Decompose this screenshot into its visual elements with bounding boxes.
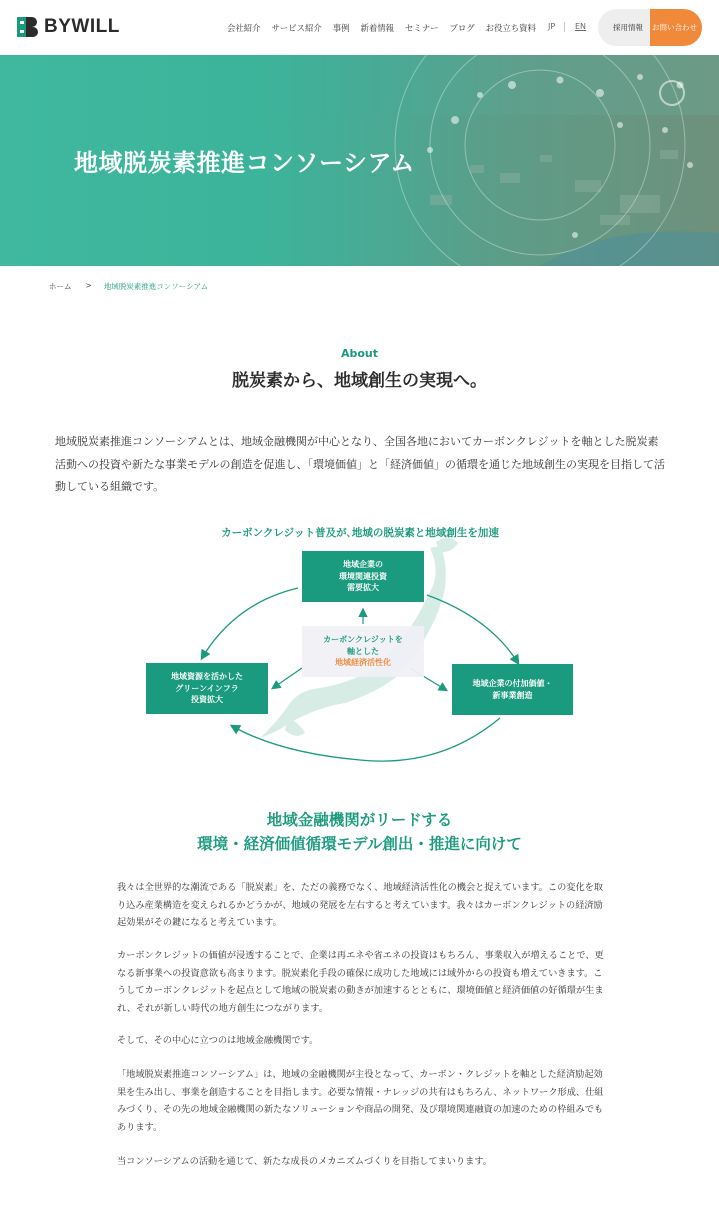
box-line: グリーンインフラ (175, 683, 239, 693)
body-paragraph-4: 「地域脱炭素推進コンソーシアム」は、地域の金融機関が主役となって、カーボン・クレジットを軸とした経済励起効果を生み出し、事業を創造することを目指します。必要な情報・ナレッジの共有はもちろん、ネットワーク形成、仕組みづくり、その先の地域金融機関の新たなソリューションや商品の開発、及び環境関連融資の加速のための枠組みでもあります。 (117, 1069, 604, 1133)
about-heading: 脱炭素から、地域創生の実現へ。 (232, 371, 487, 391)
body-paragraph-5: 当コンソーシアムの活動を通じて、新たな成長のメカニズムづくりを目指してまいります。 (117, 1156, 492, 1167)
center-accent-text: 地域経済活性化 (335, 658, 391, 668)
box-line: 地域企業の (343, 560, 383, 570)
lang-divider (564, 22, 565, 32)
breadcrumb-current: 地域脱炭素推進コンソーシアム (103, 282, 209, 291)
diagram-box-green-infra (146, 663, 268, 714)
body-paragraph-3: そして、その中心に立つのは地域金融機関です。 (117, 1035, 319, 1046)
nav-item-news[interactable]: 新着情報 (360, 23, 394, 33)
body-paragraph-2: カーボンクレジットの価値が浸透することで、企業は再エネや省エネの投資はもちろん、事業収入が増えることで、更なる新事業への投資意欲も高まります。脱炭素化手段の確保に成功した地域には域外からの投資も増えていきます。こうしてカーボンクレジットを起点として地域の脱炭素の動きが加速するとともに、環境価値と経済価値の好循環が生まれ、それが新しい時代の地方創生につながります。 (117, 950, 604, 1014)
nav-item-services[interactable]: サービス紹介 (271, 23, 322, 33)
contact-button[interactable]: お問い合わせ (650, 9, 702, 46)
main-nav (227, 22, 547, 34)
nav-item-company[interactable]: 会社紹介 (227, 23, 261, 33)
cycle-diagram (140, 518, 580, 768)
nav-item-resources[interactable]: お役立ち資料 (485, 23, 536, 33)
box-line: 地域資源を活かした (171, 672, 243, 682)
box-line: カーボンクレジットを (323, 635, 403, 645)
about-intro-text: 地域脱炭素推進コンソーシアムとは、地域金融機関が中心となり、全国各地においてカーボンクレジットを軸とした脱炭素活動への投資や新たな事業モデルの創造を促進し、「環境価値」と「経済価値」の循環を通じた地域創生の実現を目指して活動している組織です。 (55, 435, 665, 493)
nav-item-cases[interactable]: 事例 (332, 23, 350, 33)
recruit-button[interactable]: 採用情報 (598, 9, 654, 46)
box-line: 新事業創造 (492, 690, 533, 700)
site-header (0, 0, 719, 55)
box-line: 需要拡大 (347, 583, 379, 593)
diagram-box-investment-demand (302, 551, 424, 602)
logo-text: BYWILL (44, 16, 120, 37)
section-heading-line2: 環境・経済価値循環モデル創出・推進に向けて (197, 835, 522, 853)
breadcrumb-separator: > (85, 281, 92, 290)
box-line: 投資拡大 (191, 695, 223, 705)
hero-banner (0, 55, 719, 266)
box-line: 環境関連投資 (339, 571, 387, 581)
breadcrumb (49, 281, 208, 292)
nav-item-seminar[interactable]: セミナー (405, 23, 439, 33)
lang-en-link[interactable]: EN (575, 22, 587, 31)
diagram-center-box (302, 626, 424, 677)
lang-jp-link[interactable]: JP (548, 22, 556, 31)
diagram-title: カーボンクレジット普及が､地域の脱炭素と地域創生を加速 (221, 527, 499, 539)
nav-item-blog[interactable]: ブログ (449, 23, 475, 33)
diagram-box-new-business (452, 664, 573, 715)
logo[interactable] (17, 16, 120, 38)
box-line: 軸とした (347, 646, 379, 656)
box-line: 地域企業の付加価値・ (472, 679, 553, 688)
section-heading-line1: 地域金融機関がリードする (266, 811, 453, 829)
body-paragraph-1: 我々は全世界的な潮流である「脱炭素」を、ただの義務でなく、地域経済活性化の機会と捉えています。この変化を取り込み産業構造を変えられるかどうかが、地域の発展を左右すると考えています。我々はカーボンクレジットの経済励起効果がその鍵になると考えています。 (117, 882, 604, 928)
about-label: About (340, 347, 379, 360)
breadcrumb-home-link[interactable]: ホーム (49, 282, 72, 291)
bywill-logo-icon (17, 16, 39, 38)
page-title: 地域脱炭素推進コンソーシアム (74, 149, 415, 177)
